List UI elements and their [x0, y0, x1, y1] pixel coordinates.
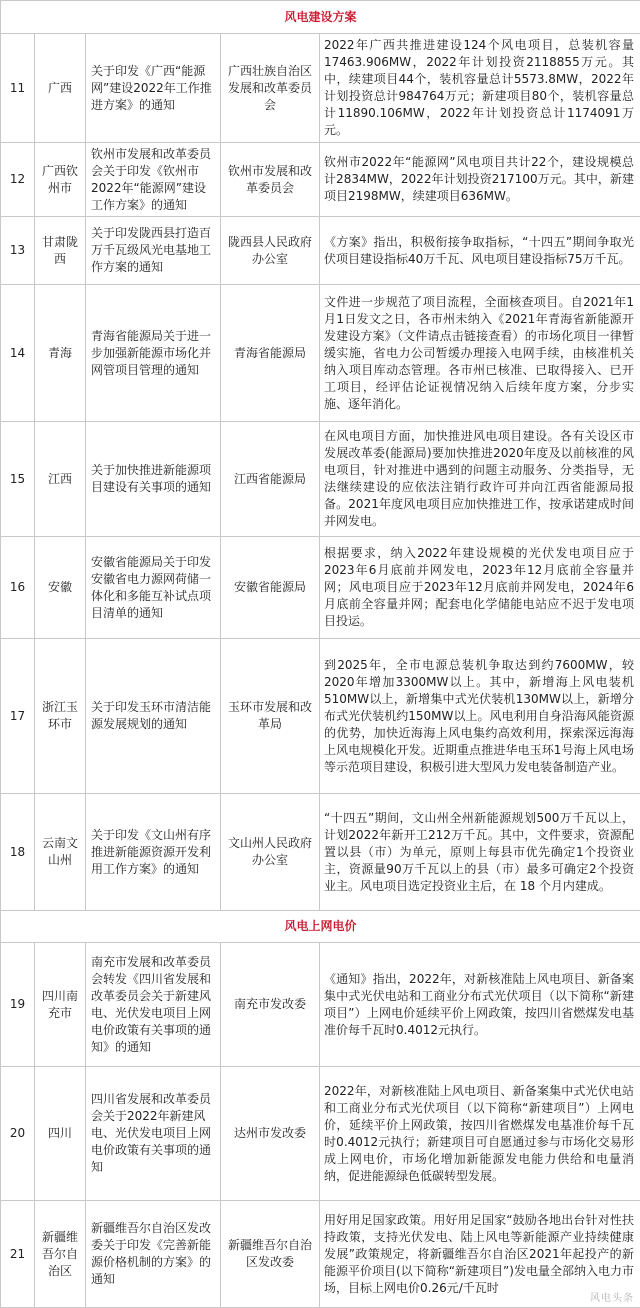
issuer-cell: 江西省能源局: [221, 422, 320, 537]
region-cell: 浙江玉环市: [35, 639, 86, 794]
content-cell: “十四五”期间，文山州全州新能源规划500万千瓦以上，计划2022年新开工212万千瓦。其中，文件要求，资源配置以县（市）为单元，原则上每县市优先确定1个投资业主，资源量90万千瓦以上的县（市）最多可确定2个投资业主。风电项目选定投资业主后，在 18 个月内建成。: [320, 794, 640, 911]
content-cell: 在风电项目方面，加快推进风电项目建设。各有关设区市发展改革委(能源局)要加快推进2020年度及以前核准的风电项目，针对推进中遇到的问题主动服务、分类指导，无法继续建设的应依法注销行政许可并向江西省能源局报备。2021年度风电项目应加快推进工作，按承诺建成时间并网发电。: [320, 422, 640, 537]
row-number: 19: [1, 943, 35, 1067]
content-cell: 到2025年，全市电源总装机争取达到约7600MW，较2020年增加3300MW以上。其中，新增海上风电装机510MW以上，新增集中式光伏装机130MW以上，新增分布式光伏装机约150MW以上。风电利用自身沿海风能资源的优势，加快近海海上风电集约高效利用，探索深远海海上风电规模化开发。近期重点推进华电玉环1号海上风电场等示范项目建设，积极引进大型风力发电装备制造产业。: [320, 639, 640, 794]
region-cell: 江西: [35, 422, 86, 537]
issuer-cell: 文山州人民政府办公室: [221, 794, 320, 911]
document-title-cell: 青海省能源局关于进一步加强新能源市场化并网管项目管理的通知: [86, 285, 221, 422]
region-cell: 四川: [35, 1067, 86, 1201]
region-cell: 广西: [35, 34, 86, 143]
row-number: 13: [1, 217, 35, 285]
row-number: 21: [1, 1201, 35, 1308]
table-row: [1, 422, 640, 537]
document-title-cell: 关于加快推进新能源项目建设有关事项的通知: [86, 422, 221, 537]
content-cell: 《方案》指出，积极衔接争取指标，“十四五”期间争取光伏项目建设指标40万千瓦、风电项目建设指标75万千瓦。: [320, 217, 640, 285]
document-title-cell: 安徽省能源局关于印发安徽省电力源网荷储一体化和多能互补试点项目清单的通知: [86, 537, 221, 639]
table-row: [1, 639, 640, 794]
table-row: [1, 537, 640, 639]
row-number: 17: [1, 639, 35, 794]
document-title-cell: 南充市发展和改革委员会转发《四川省发展和改革委员会关于新建风电、光伏发电项目上网电价政策有关事项的通知》的通知: [86, 943, 221, 1067]
issuer-cell: 南充市发改委: [221, 943, 320, 1067]
region-cell: 青海: [35, 285, 86, 422]
region-cell: 安徽: [35, 537, 86, 639]
document-title-cell: 关于印发玉环市清洁能源发展规划的通知: [86, 639, 221, 794]
issuer-cell: 新疆维吾尔自治区发改委: [221, 1201, 320, 1308]
row-number: 11: [1, 34, 35, 143]
content-cell: 2022年广西共推进建设124个风电项目，总装机容量17463.906MW，2022年计划投资2118855万元。其中，续建项目44个，装机容量总计5573.8MW，2022年计划投资总计984764万元；新建项目80个，装机容量总计11890.106MW，2022年计划投资总计1174091万元。: [320, 34, 640, 143]
table-row: [1, 794, 640, 911]
issuer-cell: 安徽省能源局: [221, 537, 320, 639]
section-header-wind-price: [1, 911, 640, 943]
issuer-cell: 青海省能源局: [221, 285, 320, 422]
table-row: [1, 34, 640, 143]
table-row: [1, 285, 640, 422]
watermark: 风电头条: [590, 1289, 634, 1304]
row-number: 12: [1, 143, 35, 217]
document-title-cell: 关于印发陇西县打造百万千瓦级风光电基地工作方案的通知: [86, 217, 221, 285]
region-cell: 云南文山州: [35, 794, 86, 911]
content-cell: 根据要求，纳入2022年建设规模的光伏发电项目应于2023年6月底前并网发电，2023年12月底前全容量并网；风电项目应于2023年12月底前并网发电，2024年6月底前全容量并网；配套电化学储能电站应不迟于发电项目投运。: [320, 537, 640, 639]
document-title-cell: 新疆维吾尔自治区发改委关于印发《完善新能源价格机制的方案》的通知: [86, 1201, 221, 1308]
row-number: 16: [1, 537, 35, 639]
document-title-cell: 钦州市发展和改革委员会关于印发《钦州市2022年“能源网”建设工作方案》的通知: [86, 143, 221, 217]
issuer-cell: 玉环市发展和改革局: [221, 639, 320, 794]
row-number: 18: [1, 794, 35, 911]
content-cell: 用好用足国家政策。用好用足国家“鼓励各地出台针对性扶持政策，支持光伏发电、陆上风电等新能源产业持续健康发展”政策规定，将新疆维吾尔自治区2021年起投产的新能源平价项目(以下简称“新建项目”)发电量全部纳入电力市场，目标上网电价0.26元/千瓦时: [320, 1201, 640, 1308]
section-header-wind-plan: [1, 1, 640, 34]
row-number: 15: [1, 422, 35, 537]
region-cell: 新疆维吾尔自治区: [35, 1201, 86, 1308]
issuer-cell: 广西壮族自治区发展和改革委员会: [221, 34, 320, 143]
row-number: 14: [1, 285, 35, 422]
document-title-cell: 关于印发《广西“能源网”建设2022年工作推进方案》的通知: [86, 34, 221, 143]
region-cell: 四川南充市: [35, 943, 86, 1067]
issuer-cell: 陇西县人民政府办公室: [221, 217, 320, 285]
table-row: [1, 943, 640, 1067]
issuer-cell: 达州市发改委: [221, 1067, 320, 1201]
row-number: 20: [1, 1067, 35, 1201]
table-row: [1, 1067, 640, 1201]
content-cell: 钦州市2022年“能源网”风电项目共计22个，建设规模总计2834MW，2022年计划投资217100万元。其中，新建项目2198MW，续建项目636MW。: [320, 143, 640, 217]
content-cell: 《通知》指出，2022年，对新核准陆上风电项目、新备案集中式光伏电站和工商业分布式光伏项目（以下简称“新建项目”）上网电价延续平价上网政策，按四川省燃煤发电基准价每千瓦时0.4012元执行。: [320, 943, 640, 1067]
region-cell: 广西钦州市: [35, 143, 86, 217]
issuer-cell: 钦州市发展和改革委员会: [221, 143, 320, 217]
table-row: [1, 143, 640, 217]
content-cell: 2022年，对新核准陆上风电项目、新备案集中式光伏电站和工商业分布式光伏项目（以下简称“新建项目”）上网电价，延续平价上网政策，按四川省燃煤发电基准价每千瓦时0.4012元执行；新建项目可自愿通过参与市场化交易形成上网电价，市场化增加新能源发电能力供给和电量消纳，促进能源绿色低碳转型发展。: [320, 1067, 640, 1201]
document-title-cell: 关于印发《文山州有序推进新能源资源开发利用工作方案》的通知: [86, 794, 221, 911]
table-row: [1, 1201, 640, 1308]
section-title: 风电建设方案: [1, 1, 640, 34]
table-row: [1, 217, 640, 285]
content-cell: 文件进一步规范了项目流程，全面核查项目。自2021年1月1日发文之日，各市州未纳入《2021年青海省新能源开发建设方案》（文件请点击链接查看）的市场化项目一律暂缓实施，省电力公司暂缓办理接入电网手续，由核准机关纳入项目库动态管理。各市州已核准、已取得接入、已开工项目，经评估论证视情况纳入后续年度方案，分步实施、逐年消化。: [320, 285, 640, 422]
region-cell: 甘肃陇西: [35, 217, 86, 285]
document-title-cell: 四川省发展和改革委员会关于2022年新建风电、光伏发电项目上网电价政策有关事项的通知: [86, 1067, 221, 1201]
section-title: 风电上网电价: [1, 911, 640, 943]
